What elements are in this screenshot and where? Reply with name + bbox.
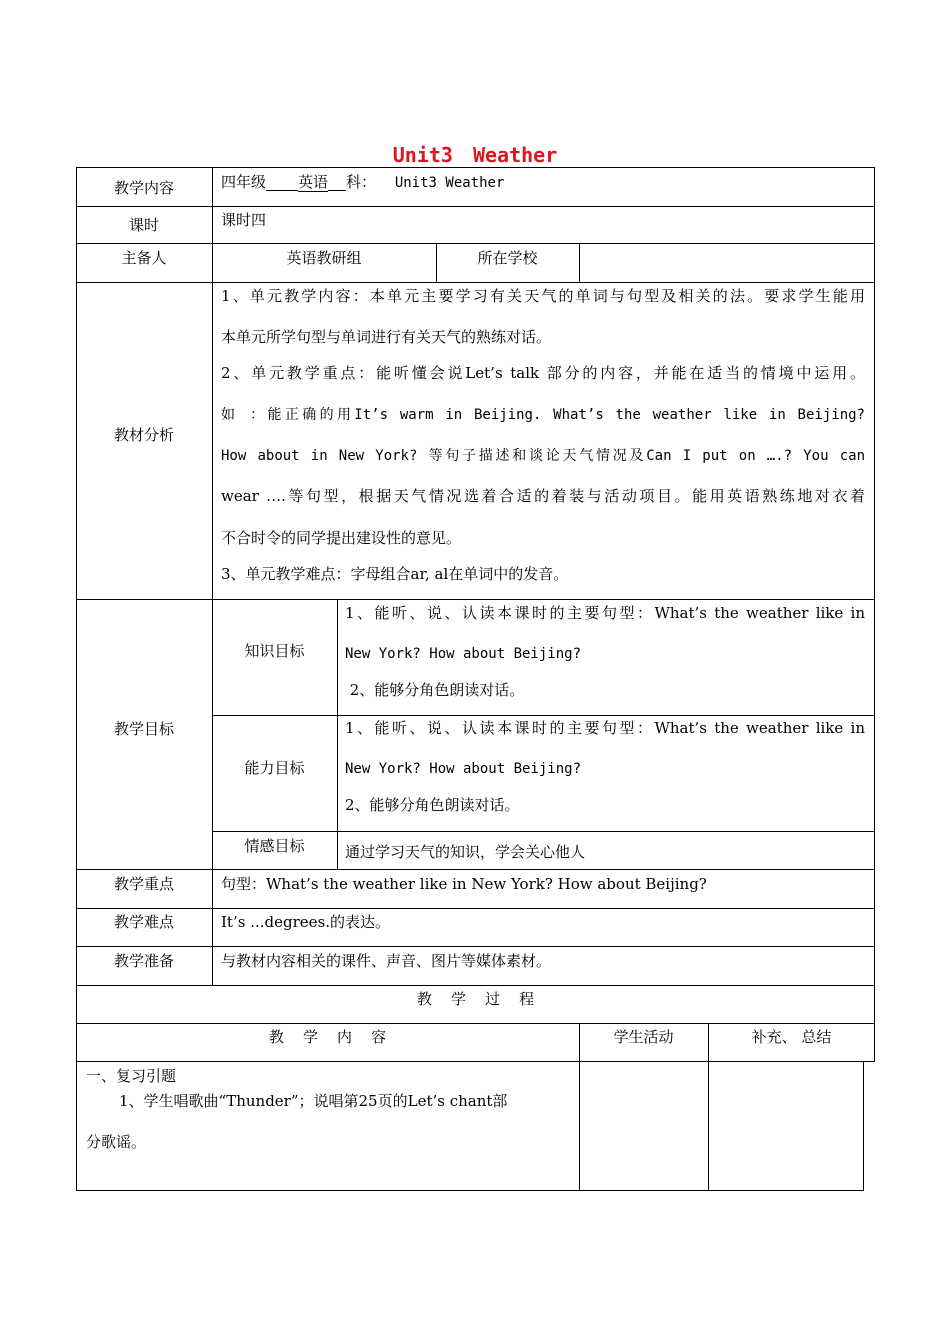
emotion-value: 通过学习天气的知识，学会关心他人 [345, 843, 586, 861]
difficulties-value: It’s ...degrees.的表达。 [221, 913, 390, 931]
knowledge-line: 2、能够分角色朗读对话。 [345, 681, 525, 699]
analysis-line: 1、单元教学内容：本单元主要学习有关天气的单词与句型及相关的法。要求学生能用 [221, 287, 865, 305]
analysis-line: 2、单元教学重点：能听懂会说Let’s talk 部分的内容，并能在适当的情境中运用。 [221, 364, 865, 382]
preparation-value: 与教材内容相关的课件、声音、图片等媒体素材。 [221, 952, 552, 970]
subject-suffix: 科： [346, 173, 377, 191]
page-title [0, 143, 950, 167]
analysis-line: 如 ：能正确的用It’s warm in Beijing. What’s the weather like in Beijing? [221, 407, 865, 423]
preparer-value: 英语教研组 [286, 249, 362, 267]
process-heading: 教 学 过 程 [416, 990, 535, 1008]
analysis-line: 本单元所学句型与单词进行有关天气的熟练对话。 [221, 328, 552, 346]
period-label: 课时 [128, 216, 159, 234]
content-value [221, 172, 504, 193]
section-line: 1、学生唱歌曲“Thunder”；说唱第25页的Let’s chant部 [119, 1092, 508, 1110]
analysis-label: 教材分析 [113, 426, 174, 444]
unit-text: Unit3 Weather [394, 175, 505, 191]
title-unit: Unit3 [392, 143, 453, 167]
process-table [76, 1061, 864, 1191]
school-label: 所在学校 [477, 249, 538, 267]
process-col-content: 教 学 内 容 [268, 1028, 387, 1046]
analysis-line: wear ….等句型，根据天气情况选着合适的着装与活动项目。能用英语熟练地对衣着 [221, 487, 865, 505]
process-col-activity: 学生活动 [613, 1028, 674, 1046]
objectives-label: 教学目标 [113, 720, 174, 738]
key-points-value: 句型：What’s the weather like in New York? How about Beijing? [221, 875, 707, 893]
difficulties-label: 教学难点 [113, 913, 174, 931]
ability-label: 能力目标 [244, 759, 305, 777]
knowledge-label: 知识目标 [244, 642, 305, 660]
analysis-line: 3、单元教学难点：字母组合ar, al在单词中的发音。 [221, 565, 569, 583]
section-line: 分歌谣。 [86, 1133, 147, 1151]
knowledge-line: New York? How about Beijing? [345, 646, 582, 662]
analysis-line: How about in New York? 等句子描述和谈论天气情况及Can I put on ….? You can [221, 448, 865, 464]
analysis-line: 不合时令的同学提出建设性的意见。 [221, 529, 462, 547]
preparation-label: 教学准备 [113, 952, 174, 970]
grade-text: 四年级 [221, 173, 267, 191]
content-label: 教学内容 [113, 179, 174, 197]
section-title: 一、复习引题 [86, 1067, 177, 1085]
ability-line: New York? How about Beijing? [345, 761, 582, 777]
ability-line: 1、能听、说、认读本课时的主要句型：What’s the weather like in [345, 719, 865, 737]
process-col-summary: 补充、 总结 [751, 1028, 832, 1046]
preparer-label: 主备人 [121, 249, 167, 267]
ability-line: 2、能够分角色朗读对话。 [345, 796, 520, 814]
key-points-label: 教学重点 [113, 875, 174, 893]
period-value: 课时四 [221, 211, 267, 229]
knowledge-line: 1、能听、说、认读本课时的主要句型：What’s the weather like in [345, 604, 865, 622]
title-topic: Weather [472, 143, 558, 167]
subject-text: 英语 [298, 173, 329, 191]
emotion-label: 情感目标 [244, 837, 305, 855]
